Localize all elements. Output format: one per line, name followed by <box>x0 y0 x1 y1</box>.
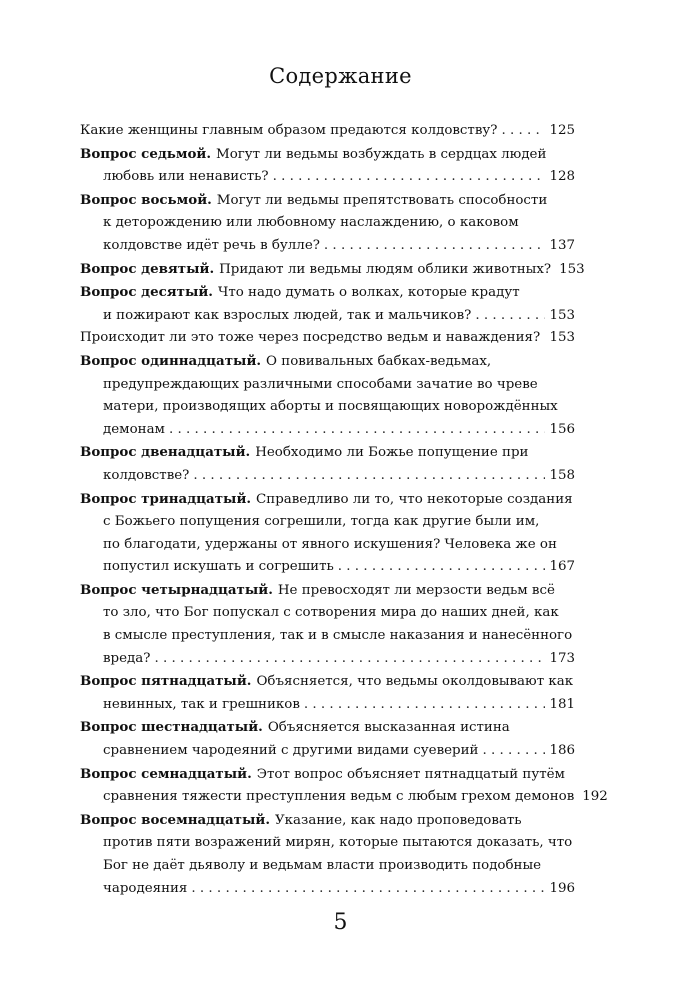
toc-entry-text: Не превосходят ли мерзости ведьм всё <box>277 582 555 598</box>
toc-entry-line <box>80 212 575 235</box>
toc-entry-line <box>80 511 575 534</box>
dot-leader <box>501 120 545 143</box>
toc-entry-line <box>80 878 575 901</box>
toc-entry <box>80 143 575 189</box>
toc-entry-text: Объясняется высказанная истина <box>267 720 510 736</box>
toc-entry <box>80 716 575 762</box>
toc-page-number: 196 <box>549 880 575 896</box>
dot-leader <box>338 556 546 579</box>
toc-page-number: 192 <box>582 789 608 805</box>
dot-leader <box>482 740 545 763</box>
toc-entry-line <box>80 670 575 694</box>
toc-entry-text: чародеяния <box>103 880 188 896</box>
toc-page-number: 153 <box>559 261 585 277</box>
question-label: Вопрос семнадцатый. <box>80 765 252 782</box>
question-label: Вопрос девятый. <box>80 260 215 277</box>
toc-entry <box>80 189 575 258</box>
toc-entry-line <box>80 235 575 258</box>
dot-leader <box>273 166 546 189</box>
toc-entry <box>80 258 585 282</box>
toc-entry-line <box>80 648 575 671</box>
question-label: Вопрос шестнадцатый. <box>80 719 263 736</box>
toc-entry-text: против пяти возражений мирян, которые пытаются доказать, что <box>103 835 573 851</box>
toc-entry-line <box>80 143 575 167</box>
question-label: Вопрос восемнадцатый. <box>80 811 270 828</box>
toc-entry-line <box>80 556 575 579</box>
toc-entry-line <box>80 258 585 282</box>
question-label: Вопрос седьмой. <box>80 145 212 162</box>
page-number: 5 <box>333 910 348 935</box>
toc-entry <box>80 488 575 579</box>
toc-page-number: 128 <box>549 169 575 185</box>
toc-entry-line <box>80 396 575 419</box>
toc-page-number: 167 <box>549 559 575 575</box>
question-label: Вопрос двенадцатый. <box>80 444 251 461</box>
toc-entry-line <box>80 374 575 397</box>
toc-entry-text: Объясняется, что ведьмы околдовывают как <box>256 674 574 690</box>
toc-entry-line <box>80 763 575 787</box>
toc-entry-text: демонам <box>103 421 165 437</box>
table-of-contents <box>80 120 608 900</box>
dot-leader <box>544 327 545 350</box>
toc-entry-text: сравнения тяжести преступления ведьм с любым грехом демонов <box>103 789 575 805</box>
toc-entry-text: невинных, так и грешников <box>103 696 300 712</box>
toc-entry-line <box>80 786 608 809</box>
dot-leader <box>304 694 546 717</box>
toc-entry-text: Происходит ли это тоже через посредство ведьм и наваждения? <box>80 330 541 346</box>
toc-entry <box>80 579 575 670</box>
toc-entry <box>80 281 575 327</box>
toc-page-number: 125 <box>549 123 575 138</box>
toc-entry-line <box>80 855 575 878</box>
toc-entry-text: попустил искушать и согрешить <box>103 559 334 575</box>
toc-entry-line <box>80 488 575 512</box>
toc-entry-text: предупреждающих различными способами зачатие во чреве <box>103 376 538 392</box>
toc-page-number: 173 <box>549 650 575 666</box>
toc-entry <box>80 763 608 809</box>
toc-entry-text: колдовстве? <box>103 467 190 483</box>
toc-entry-text: Справедливо ли то, что некоторые создания <box>256 491 573 507</box>
toc-entry-text: Необходимо ли Божье попущение при <box>255 445 529 461</box>
question-label: Вопрос четырнадцатый. <box>80 581 273 598</box>
toc-entry-line <box>80 716 575 740</box>
question-label: Вопрос пятнадцатый. <box>80 673 252 690</box>
toc-entry-text: О повивальных бабках-ведьмах, <box>266 353 492 369</box>
toc-entry-text: по благодати, удержаны от явного искушения? Человека же он <box>103 536 557 552</box>
dot-leader <box>193 465 545 488</box>
toc-entry-text: то зло, что Бог попускал с сотворения мира до наших дней, как <box>103 605 559 621</box>
toc-entry <box>80 441 575 487</box>
toc-page-number: 158 <box>549 467 575 483</box>
question-label: Вопрос тринадцатый. <box>80 490 252 507</box>
toc-entry <box>80 809 575 900</box>
question-label: Вопрос одиннадцатый. <box>80 352 262 369</box>
toc-entry-text: любовь или ненависть? <box>103 169 269 185</box>
toc-entry-text: Могут ли ведьмы препятствовать способности <box>216 192 548 208</box>
toc-entry-text: колдовстве идёт речь в булле? <box>103 237 320 253</box>
toc-entry-line <box>80 327 575 350</box>
page-title: Содержание <box>269 64 412 88</box>
toc-entry-text: Этот вопрос объясняет пятнадцатый путём <box>256 766 565 782</box>
toc-entry-text: матери, производящих аборты и посвящающих новорождённых <box>103 399 558 415</box>
dot-leader <box>191 878 545 901</box>
toc-entry-line <box>80 281 575 305</box>
dot-leader <box>154 648 545 671</box>
toc-entry-line <box>80 832 575 855</box>
toc-entry-text: Указание, как надо проповедовать <box>275 812 522 828</box>
toc-entry-text: вреда? <box>103 650 151 666</box>
toc-entry-text: Бог не даёт дьяволу и ведьмам власти производить подобные <box>103 858 542 873</box>
toc-entry-text: Придают ли ведьмы людям облики животных? <box>219 261 552 277</box>
toc-page-number: 186 <box>549 743 575 759</box>
toc-entry-text: и пожирают как взрослых людей, так и мальчиков? <box>103 307 472 323</box>
dot-leader <box>169 419 545 442</box>
toc-entry-line <box>80 809 575 833</box>
dot-leader <box>324 235 546 258</box>
toc-entry-text: Что надо думать о волках, которые крадут <box>217 285 520 301</box>
toc-entry-line <box>80 419 575 442</box>
toc-entry-line <box>80 740 575 763</box>
toc-entry-line <box>80 350 575 374</box>
toc-entry-line <box>80 441 575 465</box>
toc-entry-text: с Божьего попущения согрешили, тогда как другие были им, <box>103 514 540 530</box>
toc-entry <box>80 327 575 350</box>
question-label: Вопрос восьмой. <box>80 191 212 208</box>
toc-entry-text: Какие женщины главным образом предаются колдовству? <box>80 123 498 138</box>
toc-entry-line <box>80 625 575 648</box>
toc-entry-line <box>80 166 575 189</box>
toc-entry-line <box>80 694 575 717</box>
toc-entry-line <box>80 189 575 213</box>
dot-leader <box>475 305 545 328</box>
toc-page-number: 153 <box>549 330 575 346</box>
question-label: Вопрос десятый. <box>80 284 213 301</box>
toc-page-number: 137 <box>549 237 575 253</box>
toc-entry-text: Могут ли ведьмы возбуждать в сердцах людей <box>216 146 547 162</box>
toc-page-number: 156 <box>549 421 575 437</box>
toc-entry-text: к деторождению или любовному наслаждению, о каковом <box>103 215 519 231</box>
toc-entry <box>80 350 575 441</box>
toc-entry-line <box>80 305 575 328</box>
toc-entry-text: сравнением чародеяний с другими видами суеверий <box>103 743 479 759</box>
toc-page-number: 181 <box>549 696 575 712</box>
toc-entry <box>80 120 575 143</box>
toc-page-number: 153 <box>549 307 575 323</box>
toc-entry-line <box>80 534 575 557</box>
toc-entry-line <box>80 465 575 488</box>
toc-entry-text: в смысле преступления, так и в смысле наказания и нанесённого <box>103 628 573 644</box>
toc-entry-line <box>80 120 575 143</box>
toc-entry <box>80 670 575 716</box>
toc-entry-line <box>80 579 575 603</box>
toc-entry-line <box>80 602 575 625</box>
